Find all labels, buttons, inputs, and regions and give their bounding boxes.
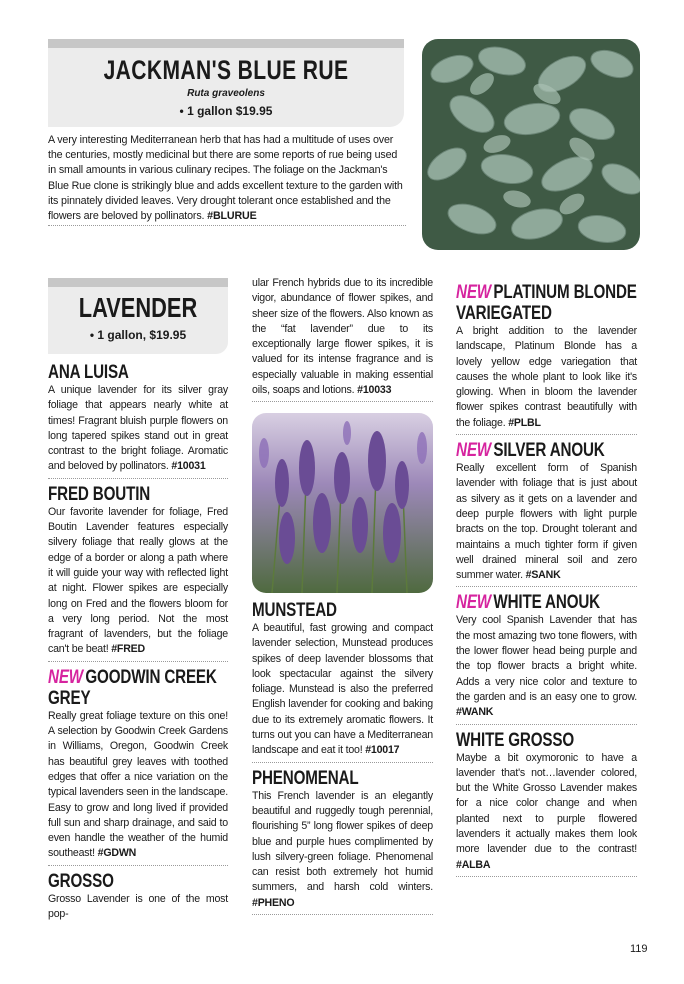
entry-text-munstead [252,621,433,759]
column-2-lower [252,600,433,920]
entry-title-white-grosso: WHITE GROSSO [456,729,574,751]
new-badge: NEW [456,282,491,303]
rue-latin-name: Ruta graveolens [187,88,265,99]
ana-luisa-code: #10031 [171,460,206,473]
rue-code: #BLURUE [207,210,257,223]
rue-description [48,133,406,224]
entry-title-phenomenal: PHENOMENAL [252,767,359,789]
new-badge: NEW [48,666,83,688]
grosso-description-cont: ular French hybrids due to its incredible vigor, abundance of flower spikes, and sheer size of the flowers. Also known as the “fat lavender” due to its exceptionally large flower spikes, it is valued for its intense fragrance and is especially valuable in making essential oils, soaps and lotions. [252,277,433,397]
goodwin-description: Really great foliage texture on this one! A selection by Goodwin Creek Gardens in Williams, Oregon, Goodwin Creek has beautiful grey leaves with toothed edges that offer a nice variation on the typical lavenders seen in the landscape. Easy to grow and long lived if provided full sun and sharp drainage, and said to even handle the weather of the humid southeast! [48,709,228,860]
silver-anouk-code: #SANK [525,569,561,582]
entry-text-grosso-part2 [252,276,433,398]
entry-text-ana-luisa [48,383,228,475]
new-badge: NEW [456,592,491,614]
entry-text-silver-anouk [456,461,637,583]
phenomenal-description: This French lavender is an elegantly beautiful and ruggedly tough perennial, flourishing 5” long flower spikes of deep blue and purple hues complimented by lush silvery-green foliage. Phenomenal can resist both extremely hot humid summers, and harsh cold winters. [252,789,433,894]
lavender-photo [252,413,433,593]
divider [48,865,228,866]
white-grosso-description: Maybe a bit oxymoronic to have a lavender that's not…lavender colored, but the White Grosso Lavender makes for a nice color change and when planted next to purple flowered lavenders it actually makes them look more lavender due to the contrast! [456,751,637,856]
divider [252,401,433,402]
platinum-code: #PLBL [508,416,541,429]
entry-title-white-anouk [456,592,601,613]
entry-title-grosso: GROSSO [48,870,114,892]
entry-title-munstead: MUNSTEAD [252,600,337,621]
fred-boutin-code: #FRED [111,643,145,656]
column-2 [252,276,433,407]
grosso-code: #10033 [357,384,392,397]
divider [456,876,637,877]
rue-price: • 1 gallon $19.95 [179,104,273,118]
entry-title-silver-anouk [456,440,605,462]
entry-title-platinum-blonde [456,282,637,303]
rue-photo [422,39,640,250]
white-anouk-description: Very cool Spanish Lavender that has the most amazing two tone flowers, with the lower flower head being purple and the top flower bracts a bright white. Adds a very nice color and texture to the garden and is an easy one to grow. [456,614,637,703]
entry-text-white-anouk [456,613,637,720]
divider [48,225,406,226]
entry-title-goodwin-creek [48,666,217,688]
goodwin-title: GOODWIN CREEK [85,666,217,688]
platinum-description: A bright addition to the lavender landscape, Platinum Blonde has a lovely yellow edge variegation that causes the whole plant to look like it's glowing. When in bloom the lavender flower spikes contrast beautifully with the foliage. [456,325,637,429]
white-anouk-code: #WANK [456,706,494,719]
phenomenal-code: #PHENO [252,896,295,909]
column-1 [48,362,228,922]
divider [456,434,637,435]
entry-text-phenomenal [252,789,433,911]
entry-title-ana-luisa: ANA LUISA [48,362,129,383]
white-grosso-code: #ALBA [456,858,491,871]
entry-text-goodwin-creek [48,709,228,862]
divider [456,724,637,725]
divider [456,586,637,587]
entry-title-fred-boutin: FRED BOUTIN [48,483,151,505]
lavender-title: LAVENDER [78,292,198,323]
column-3 [456,282,637,882]
munstead-description: A beautiful, fast growing and compact lavender selection, Munstead produces spikes of deep lavender blossoms that look spectacular against the silvery foliage. Munstead is also the preferred English lavender for cooking and baking due to its extremely aromatic flowers. It turns out you can have a Mediterranean landscape and eat it too! [252,622,433,757]
page-number: 119 [630,943,648,955]
munstead-code: #10017 [365,744,400,757]
ana-luisa-description: A unique lavender for its silver gray foliage that appears nearly white at times! Fragrant bluish purple flowers on long tapered spikes stand out in great contrast to the bright foliage. Aromatic and beloved by pollinators. [48,384,228,473]
silver-anouk-title: SILVER ANOUK [493,440,605,462]
entry-title-goodwin-creek-line2: GREY [48,687,91,709]
entry-text-platinum-blonde [456,324,637,431]
platinum-title: PLATINUM BLONDE [493,282,637,303]
divider [252,914,433,915]
entry-text-grosso-part1: Grosso Lavender is one of the most pop- [48,892,228,921]
divider [48,661,228,662]
entry-title-platinum-blonde-line2: VARIEGATED [456,303,552,324]
silver-anouk-description: Really excellent form of Spanish lavender with foliage that is just about as silvery as it gets on a lavender and deep purple flowers with light purple bracts on the top. Drought tolerant and maintains a much tighter form if given well drained mineral soil and zero summer water. [456,462,637,582]
goodwin-code: #GDWN [97,847,137,860]
divider [252,762,433,763]
rue-description-text: A very interesting Mediterranean herb that has had a multitude of uses over the centuries, mostly medicinal but there are some reports of rue being used in small amounts in various culinary recipes. The foliage on the Jackman's Blue Rue clone is strikingly blue and adds excellent texture to the garden with its pinnately divided leaves. Very drought tolerant once established and the flowers are beloved by pollinators. [48,134,403,223]
lavender-price: • 1 gallon, $19.95 [89,328,187,342]
divider [48,478,228,479]
entry-text-white-grosso [456,751,637,873]
rue-header-bar [48,39,404,48]
rue-title: JACKMAN'S BLUE RUE [103,55,349,85]
fred-boutin-description: Our favorite lavender for foliage, Fred Boutin Lavender features especially silvery foliage that really glows at the edge of a border or along a path where it will guide your way with reflected light at night. Flower spikes are especially long on Fred and the flowers bloom for a very long period. Not the most fragrant of lavenders, but the foliage can't be beat! [48,505,228,656]
new-badge: NEW [456,440,491,462]
white-anouk-title: WHITE ANOUK [493,592,600,614]
lavender-header-bar [48,278,228,287]
entry-text-fred-boutin [48,505,228,658]
